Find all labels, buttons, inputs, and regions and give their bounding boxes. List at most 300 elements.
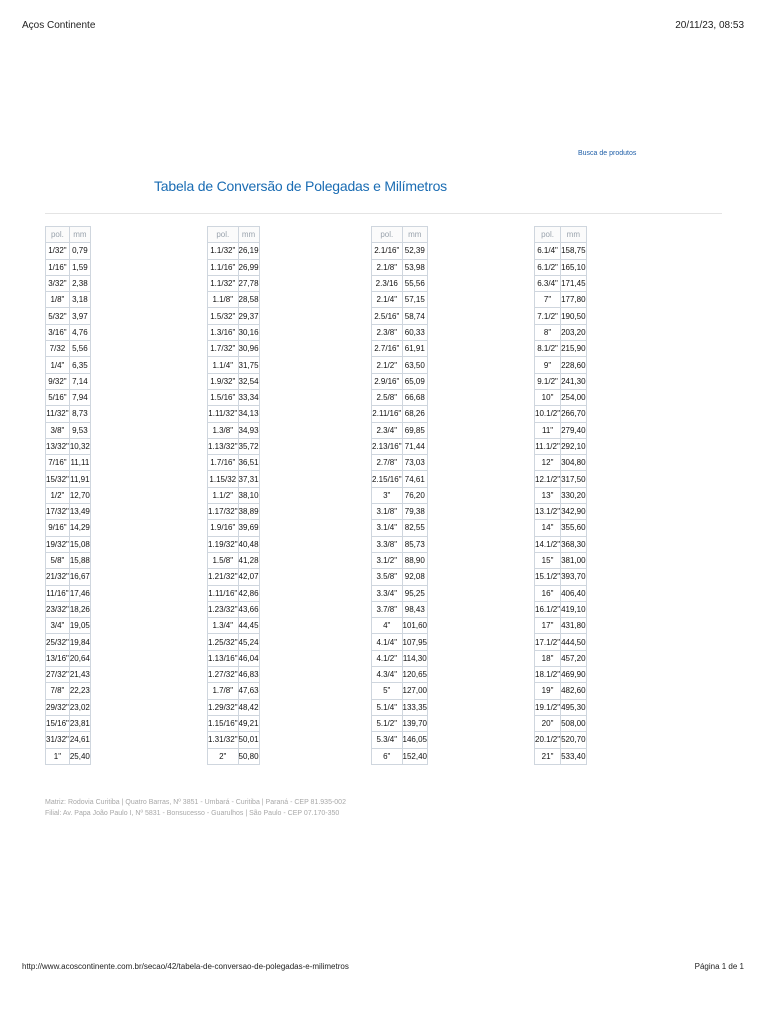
inch-cell: 2" <box>207 749 239 765</box>
table-row <box>207 357 260 373</box>
inch-cell: 3.1/4" <box>371 520 403 536</box>
inch-cell: 2.7/16" <box>371 341 403 357</box>
table-row <box>371 700 428 716</box>
inch-cell: 1.15/32 <box>207 471 239 487</box>
table-row <box>371 602 428 618</box>
table-row <box>45 488 91 504</box>
mm-cell: 27,78 <box>239 276 260 292</box>
inch-cell: 3/8" <box>45 423 70 439</box>
inch-cell: 1.7/32" <box>207 341 239 357</box>
inch-cell: 19.1/2" <box>534 700 561 716</box>
table-row <box>207 651 260 667</box>
mm-cell: 228,60 <box>561 357 586 373</box>
table-row <box>534 618 587 634</box>
table-row <box>207 520 260 536</box>
table-row <box>371 276 428 292</box>
table-row <box>371 553 428 569</box>
table-row <box>45 651 91 667</box>
mm-cell: 520,70 <box>561 732 586 748</box>
mm-cell: 35,72 <box>239 439 260 455</box>
print-header-datetime: 20/11/23, 08:53 <box>675 20 744 31</box>
table-row <box>534 423 587 439</box>
table-row <box>45 374 91 390</box>
table-row <box>371 455 428 471</box>
table-row <box>534 471 587 487</box>
table-row <box>207 667 260 683</box>
table-row <box>45 406 91 422</box>
mm-cell: 6,35 <box>70 357 91 373</box>
mm-cell: 82,55 <box>403 520 428 536</box>
mm-cell: 68,26 <box>403 406 428 422</box>
table-row <box>371 357 428 373</box>
table-row <box>534 357 587 373</box>
inch-cell: 1.17/32" <box>207 504 239 520</box>
table-row <box>371 390 428 406</box>
inch-cell: 1.1/4" <box>207 357 239 373</box>
inch-cell: 2.15/16" <box>371 471 403 487</box>
mm-cell: 342,90 <box>561 504 586 520</box>
inch-cell: 5" <box>371 683 403 699</box>
inch-cell: 16.1/2" <box>534 602 561 618</box>
mm-cell: 304,80 <box>561 455 586 471</box>
table-row <box>534 308 587 324</box>
table-row <box>207 586 260 602</box>
inch-cell: 3.3/8" <box>371 537 403 553</box>
mm-cell: 3,97 <box>70 308 91 324</box>
table-row <box>534 341 587 357</box>
inch-cell: 2.1/4" <box>371 292 403 308</box>
table-row <box>207 683 260 699</box>
table-row <box>534 683 587 699</box>
table-row <box>534 488 587 504</box>
mm-cell: 419,10 <box>561 602 586 618</box>
inch-cell: 1.3/16" <box>207 325 239 341</box>
mm-cell: 42,86 <box>239 586 260 602</box>
table-row <box>207 732 260 748</box>
mm-cell: 2,38 <box>70 276 91 292</box>
mm-cell: 165,10 <box>561 260 586 276</box>
inch-cell: 1.29/32" <box>207 700 239 716</box>
mm-cell: 16,67 <box>70 569 91 585</box>
inch-cell: 2.11/16" <box>371 406 403 422</box>
table-row <box>371 569 428 585</box>
table-row <box>534 390 587 406</box>
inch-cell: 25/32" <box>45 634 70 650</box>
mm-cell: 21,43 <box>70 667 91 683</box>
table-row <box>45 520 91 536</box>
inch-cell: 1.5/8" <box>207 553 239 569</box>
mm-cell: 355,60 <box>561 520 586 536</box>
table-row <box>534 602 587 618</box>
inch-cell: 3/16" <box>45 325 70 341</box>
inch-cell: 2.1/16" <box>371 243 403 259</box>
inch-cell: 27/32" <box>45 667 70 683</box>
mm-cell: 4,76 <box>70 325 91 341</box>
inch-cell: 11.1/2" <box>534 439 561 455</box>
table-row <box>45 504 91 520</box>
table-row <box>207 553 260 569</box>
mm-cell: 25,40 <box>70 749 91 765</box>
conversion-table-1 <box>45 226 91 765</box>
inch-cell: 3.7/8" <box>371 602 403 618</box>
mm-column-header: mm <box>403 226 428 243</box>
mm-cell: 203,20 <box>561 325 586 341</box>
mm-cell: 266,70 <box>561 406 586 422</box>
table-row <box>45 243 91 259</box>
inch-cell: 13/32" <box>45 439 70 455</box>
inch-column-header: pol. <box>207 226 239 243</box>
mm-cell: 0,79 <box>70 243 91 259</box>
mm-cell: 36,51 <box>239 455 260 471</box>
table-row <box>534 374 587 390</box>
table-row <box>207 749 260 765</box>
mm-cell: 10,32 <box>70 439 91 455</box>
table-row <box>371 683 428 699</box>
inch-cell: 5.1/2" <box>371 716 403 732</box>
table-row <box>371 651 428 667</box>
inch-cell: 3/32" <box>45 276 70 292</box>
inch-cell: 12.1/2" <box>534 471 561 487</box>
inch-cell: 9/16" <box>45 520 70 536</box>
inch-cell: 7/32 <box>45 341 70 357</box>
table-row <box>534 455 587 471</box>
mm-cell: 53,98 <box>403 260 428 276</box>
table-row <box>371 374 428 390</box>
table-row <box>534 716 587 732</box>
table-row <box>534 569 587 585</box>
table-row <box>45 276 91 292</box>
mm-cell: 73,03 <box>403 455 428 471</box>
table-row <box>45 390 91 406</box>
mm-cell: 101,60 <box>403 618 428 634</box>
inch-cell: 10" <box>534 390 561 406</box>
table-header-row <box>45 226 91 243</box>
inch-cell: 1.5/32" <box>207 308 239 324</box>
inch-cell: 5/8" <box>45 553 70 569</box>
mm-cell: 98,43 <box>403 602 428 618</box>
inch-cell: 18.1/2" <box>534 667 561 683</box>
table-row <box>534 243 587 259</box>
table-row <box>534 520 587 536</box>
table-row <box>371 716 428 732</box>
mm-cell: 26,19 <box>239 243 260 259</box>
table-row <box>534 325 587 341</box>
mm-cell: 79,38 <box>403 504 428 520</box>
mm-cell: 38,89 <box>239 504 260 520</box>
inch-cell: 5/16" <box>45 390 70 406</box>
inch-cell: 3/4" <box>45 618 70 634</box>
company-addresses <box>45 797 346 819</box>
mm-cell: 32,54 <box>239 374 260 390</box>
inch-cell: 1.7/8" <box>207 683 239 699</box>
inch-cell: 12" <box>534 455 561 471</box>
table-row <box>534 439 587 455</box>
table-row <box>45 308 91 324</box>
table-header-row <box>207 226 260 243</box>
mm-cell: 127,00 <box>403 683 428 699</box>
mm-cell: 31,75 <box>239 357 260 373</box>
mm-cell: 292,10 <box>561 439 586 455</box>
mm-cell: 431,80 <box>561 618 586 634</box>
table-row <box>371 618 428 634</box>
mm-cell: 15,08 <box>70 537 91 553</box>
table-row <box>207 455 260 471</box>
inch-cell: 19" <box>534 683 561 699</box>
table-row <box>534 634 587 650</box>
mm-cell: 38,10 <box>239 488 260 504</box>
mm-cell: 171,45 <box>561 276 586 292</box>
print-footer <box>22 962 744 971</box>
table-row <box>207 569 260 585</box>
table-row <box>534 504 587 520</box>
mm-cell: 12,70 <box>70 488 91 504</box>
table-row <box>371 439 428 455</box>
mm-cell: 177,80 <box>561 292 586 308</box>
mm-cell: 29,37 <box>239 308 260 324</box>
table-row <box>207 488 260 504</box>
inch-cell: 3" <box>371 488 403 504</box>
product-search-link[interactable]: Busca de produtos <box>578 150 637 157</box>
mm-cell: 330,20 <box>561 488 586 504</box>
inch-cell: 1.21/32" <box>207 569 239 585</box>
mm-cell: 190,50 <box>561 308 586 324</box>
mm-cell: 19,05 <box>70 618 91 634</box>
table-row <box>45 325 91 341</box>
inch-cell: 9" <box>534 357 561 373</box>
mm-cell: 26,99 <box>239 260 260 276</box>
mm-cell: 95,25 <box>403 586 428 602</box>
table-row <box>534 732 587 748</box>
inch-cell: 3.1/2" <box>371 553 403 569</box>
inch-cell: 11" <box>534 423 561 439</box>
mm-column-header: mm <box>239 226 260 243</box>
table-row <box>207 504 260 520</box>
table-row <box>45 700 91 716</box>
inch-cell: 2.9/16" <box>371 374 403 390</box>
mm-cell: 46,04 <box>239 651 260 667</box>
inch-cell: 8.1/2" <box>534 341 561 357</box>
inch-cell: 4.3/4" <box>371 667 403 683</box>
mm-cell: 50,80 <box>239 749 260 765</box>
mm-cell: 457,20 <box>561 651 586 667</box>
mm-cell: 482,60 <box>561 683 586 699</box>
table-row <box>45 423 91 439</box>
mm-cell: 14,29 <box>70 520 91 536</box>
mm-cell: 37,31 <box>239 471 260 487</box>
inch-cell: 1/16" <box>45 260 70 276</box>
table-row <box>371 520 428 536</box>
mm-cell: 39,69 <box>239 520 260 536</box>
mm-cell: 40,48 <box>239 537 260 553</box>
inch-cell: 21/32" <box>45 569 70 585</box>
table-row <box>45 292 91 308</box>
title-divider <box>45 213 722 214</box>
inch-cell: 31/32" <box>45 732 70 748</box>
inch-cell: 7.1/2" <box>534 308 561 324</box>
inch-cell: 23/32" <box>45 602 70 618</box>
inch-cell: 15.1/2" <box>534 569 561 585</box>
mm-cell: 66,68 <box>403 390 428 406</box>
mm-cell: 30,16 <box>239 325 260 341</box>
inch-cell: 20" <box>534 716 561 732</box>
inch-cell: 1.23/32" <box>207 602 239 618</box>
inch-cell: 11/16" <box>45 586 70 602</box>
inch-cell: 13" <box>534 488 561 504</box>
inch-cell: 1.31/32" <box>207 732 239 748</box>
table-row <box>534 651 587 667</box>
inch-cell: 17.1/2" <box>534 634 561 650</box>
inch-cell: 1.25/32" <box>207 634 239 650</box>
inch-cell: 7" <box>534 292 561 308</box>
inch-cell: 18" <box>534 651 561 667</box>
table-row <box>45 586 91 602</box>
table-row <box>45 260 91 276</box>
table-row <box>207 634 260 650</box>
inch-cell: 13/16" <box>45 651 70 667</box>
inch-cell: 7/16" <box>45 455 70 471</box>
inch-cell: 1/2" <box>45 488 70 504</box>
inch-cell: 1.1/16" <box>207 260 239 276</box>
mm-cell: 60,33 <box>403 325 428 341</box>
table-row <box>371 471 428 487</box>
mm-cell: 139,70 <box>403 716 428 732</box>
table-row <box>534 553 587 569</box>
mm-cell: 7,94 <box>70 390 91 406</box>
mm-cell: 495,30 <box>561 700 586 716</box>
table-row <box>207 243 260 259</box>
mm-cell: 279,40 <box>561 423 586 439</box>
inch-cell: 4.1/2" <box>371 651 403 667</box>
mm-cell: 368,30 <box>561 537 586 553</box>
mm-cell: 11,11 <box>70 455 91 471</box>
inch-cell: 2.3/16 <box>371 276 403 292</box>
table-row <box>207 471 260 487</box>
inch-cell: 6.1/2" <box>534 260 561 276</box>
mm-column-header: mm <box>561 226 586 243</box>
inch-cell: 1.3/4" <box>207 618 239 634</box>
table-row <box>45 749 91 765</box>
inch-cell: 14.1/2" <box>534 537 561 553</box>
mm-cell: 57,15 <box>403 292 428 308</box>
inch-column-header: pol. <box>534 226 561 243</box>
table-row <box>207 325 260 341</box>
mm-cell: 469,90 <box>561 667 586 683</box>
inch-cell: 21" <box>534 749 561 765</box>
table-row <box>207 423 260 439</box>
mm-cell: 58,74 <box>403 308 428 324</box>
inch-cell: 2.3/8" <box>371 325 403 341</box>
mm-cell: 65,09 <box>403 374 428 390</box>
inch-cell: 7/8" <box>45 683 70 699</box>
table-row <box>534 749 587 765</box>
mm-cell: 23,81 <box>70 716 91 732</box>
table-row <box>534 537 587 553</box>
mm-cell: 381,00 <box>561 553 586 569</box>
mm-cell: 92,08 <box>403 569 428 585</box>
mm-cell: 17,46 <box>70 586 91 602</box>
table-row <box>207 292 260 308</box>
table-row <box>207 716 260 732</box>
mm-cell: 48,42 <box>239 700 260 716</box>
inch-cell: 11/32" <box>45 406 70 422</box>
inch-cell: 3.5/8" <box>371 569 403 585</box>
table-row <box>207 602 260 618</box>
table-row <box>207 260 260 276</box>
inch-cell: 2.13/16" <box>371 439 403 455</box>
mm-cell: 317,50 <box>561 471 586 487</box>
mm-cell: 107,95 <box>403 634 428 650</box>
mm-cell: 63,50 <box>403 357 428 373</box>
conversion-table-4 <box>534 226 587 765</box>
inch-cell: 2.3/4" <box>371 423 403 439</box>
table-row <box>371 292 428 308</box>
table-row <box>207 537 260 553</box>
inch-cell: 10.1/2" <box>534 406 561 422</box>
mm-cell: 508,00 <box>561 716 586 732</box>
mm-cell: 7,14 <box>70 374 91 390</box>
inch-cell: 1.27/32" <box>207 667 239 683</box>
inch-cell: 5.3/4" <box>371 732 403 748</box>
print-footer-url: http://www.acoscontinente.com.br/secao/42/tabela-de-conversao-de-polegadas-e-milimetros <box>22 962 349 971</box>
mm-cell: 69,85 <box>403 423 428 439</box>
table-row <box>207 308 260 324</box>
mm-cell: 8,73 <box>70 406 91 422</box>
inch-cell: 1.1/2" <box>207 488 239 504</box>
table-row <box>534 260 587 276</box>
mm-cell: 34,93 <box>239 423 260 439</box>
table-row <box>45 618 91 634</box>
table-row <box>45 439 91 455</box>
inch-cell: 5.1/4" <box>371 700 403 716</box>
table-row <box>45 683 91 699</box>
inch-cell: 6" <box>371 749 403 765</box>
branch-address: Filial: Av. Papa João Paulo I, Nº 5831 - Bonsucesso - Guarulhos | São Paulo - CEP 07.170-350 <box>45 810 340 817</box>
table-row <box>207 618 260 634</box>
table-row <box>371 537 428 553</box>
mm-cell: 22,23 <box>70 683 91 699</box>
inch-cell: 1.11/32" <box>207 406 239 422</box>
inch-cell: 2.5/8" <box>371 390 403 406</box>
inch-cell: 1.7/16" <box>207 455 239 471</box>
page-title: Tabela de Conversão de Polegadas e Milímetros <box>154 178 447 194</box>
inch-cell: 4.1/4" <box>371 634 403 650</box>
mm-cell: 3,18 <box>70 292 91 308</box>
inch-cell: 3.1/8" <box>371 504 403 520</box>
inch-cell: 17/32" <box>45 504 70 520</box>
inch-cell: 1.13/16" <box>207 651 239 667</box>
table-row <box>45 569 91 585</box>
inch-cell: 13.1/2" <box>534 504 561 520</box>
print-header <box>22 20 744 31</box>
inch-cell: 1.13/32" <box>207 439 239 455</box>
table-row <box>534 406 587 422</box>
mm-cell: 241,30 <box>561 374 586 390</box>
mm-cell: 34,13 <box>239 406 260 422</box>
mm-cell: 49,21 <box>239 716 260 732</box>
table-row <box>45 537 91 553</box>
table-row <box>371 260 428 276</box>
inch-cell: 1.1/32" <box>207 243 239 259</box>
table-row <box>534 667 587 683</box>
mm-cell: 88,90 <box>403 553 428 569</box>
inch-cell: 16" <box>534 586 561 602</box>
mm-cell: 44,45 <box>239 618 260 634</box>
inch-cell: 20.1/2" <box>534 732 561 748</box>
table-row <box>371 341 428 357</box>
mm-cell: 158,75 <box>561 243 586 259</box>
mm-column-header: mm <box>70 226 91 243</box>
inch-cell: 2.5/16" <box>371 308 403 324</box>
